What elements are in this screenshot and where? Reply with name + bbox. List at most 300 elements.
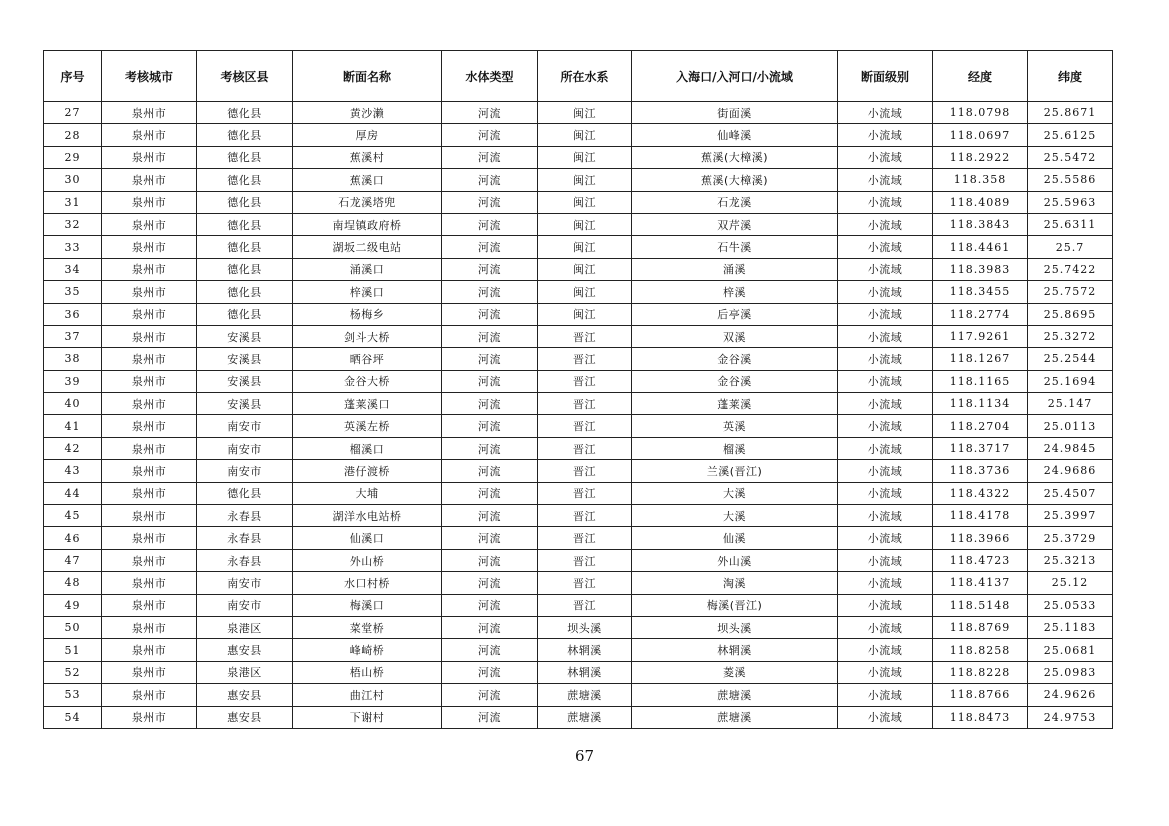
cell-city: 泉州市 [102, 124, 197, 146]
cell-water-type: 河流 [442, 348, 538, 370]
cell-section-name: 梓溪口 [293, 281, 442, 303]
cell-city: 泉州市 [102, 594, 197, 616]
cell-section-name: 港仔渡桥 [293, 460, 442, 482]
cell-index: 37 [44, 325, 102, 347]
cell-river-system: 晋江 [538, 415, 632, 437]
cell-section-level: 小流域 [838, 303, 933, 325]
cell-longitude: 118.1165 [933, 370, 1028, 392]
cell-longitude: 118.2922 [933, 146, 1028, 168]
cell-water-type: 河流 [442, 639, 538, 661]
table-row [44, 437, 1113, 459]
table-row [44, 482, 1113, 504]
cell-outlet-basin: 石牛溪 [632, 236, 838, 258]
cell-city: 泉州市 [102, 549, 197, 571]
cell-city: 泉州市 [102, 191, 197, 213]
cell-district: 永春县 [197, 505, 293, 527]
cell-outlet-basin: 后亭溪 [632, 303, 838, 325]
cell-section-level: 小流域 [838, 348, 933, 370]
cell-district: 安溪县 [197, 370, 293, 392]
cell-district: 德化县 [197, 191, 293, 213]
cell-latitude: 25.6311 [1028, 213, 1113, 235]
cell-river-system: 闽江 [538, 191, 632, 213]
cell-outlet-basin: 双芹溪 [632, 213, 838, 235]
cell-outlet-basin: 金谷溪 [632, 370, 838, 392]
cell-section-name: 石龙溪塔兜 [293, 191, 442, 213]
monitoring-sections-table [43, 50, 1113, 729]
cell-water-type: 河流 [442, 393, 538, 415]
cell-index: 35 [44, 281, 102, 303]
cell-section-name: 蕉溪村 [293, 146, 442, 168]
cell-river-system: 晋江 [538, 482, 632, 504]
page-number: 67 [574, 747, 595, 765]
cell-district: 安溪县 [197, 393, 293, 415]
cell-outlet-basin: 涌溪 [632, 258, 838, 280]
cell-river-system: 晋江 [538, 325, 632, 347]
cell-section-name: 湖坂二级电站 [293, 236, 442, 258]
cell-index: 33 [44, 236, 102, 258]
table-row [44, 572, 1113, 594]
cell-section-level: 小流域 [838, 169, 933, 191]
cell-water-type: 河流 [442, 102, 538, 124]
cell-outlet-basin: 梓溪 [632, 281, 838, 303]
cell-latitude: 25.0983 [1028, 661, 1113, 683]
cell-river-system: 晋江 [538, 572, 632, 594]
cell-latitude: 25.0113 [1028, 415, 1113, 437]
cell-water-type: 河流 [442, 124, 538, 146]
cell-section-name: 曲江村 [293, 684, 442, 706]
cell-district: 德化县 [197, 236, 293, 258]
cell-river-system: 晋江 [538, 527, 632, 549]
cell-water-type: 河流 [442, 169, 538, 191]
header-outlet-basin: 入海口/入河口/小流域 [632, 51, 838, 102]
cell-longitude: 118.4137 [933, 572, 1028, 594]
cell-latitude: 25.6125 [1028, 124, 1113, 146]
cell-city: 泉州市 [102, 370, 197, 392]
cell-district: 惠安县 [197, 684, 293, 706]
cell-river-system: 晋江 [538, 549, 632, 571]
cell-section-level: 小流域 [838, 124, 933, 146]
cell-latitude: 25.5472 [1028, 146, 1113, 168]
cell-outlet-basin: 蕉溪(大樟溪) [632, 169, 838, 191]
cell-city: 泉州市 [102, 572, 197, 594]
cell-water-type: 河流 [442, 594, 538, 616]
table-row [44, 549, 1113, 571]
cell-district: 南安市 [197, 594, 293, 616]
cell-latitude: 25.8695 [1028, 303, 1113, 325]
table-row [44, 594, 1113, 616]
cell-longitude: 118.3717 [933, 437, 1028, 459]
cell-longitude: 118.1267 [933, 348, 1028, 370]
cell-outlet-basin: 林辋溪 [632, 639, 838, 661]
cell-district: 南安市 [197, 460, 293, 482]
cell-district: 南安市 [197, 437, 293, 459]
cell-section-level: 小流域 [838, 415, 933, 437]
cell-section-name: 剑斗大桥 [293, 325, 442, 347]
cell-section-level: 小流域 [838, 527, 933, 549]
header-water-type: 水体类型 [442, 51, 538, 102]
table-row [44, 191, 1113, 213]
cell-district: 德化县 [197, 213, 293, 235]
cell-outlet-basin: 蕉溪(大樟溪) [632, 146, 838, 168]
cell-water-type: 河流 [442, 527, 538, 549]
cell-district: 德化县 [197, 124, 293, 146]
cell-city: 泉州市 [102, 213, 197, 235]
cell-city: 泉州市 [102, 415, 197, 437]
cell-river-system: 闽江 [538, 102, 632, 124]
cell-longitude: 118.4723 [933, 549, 1028, 571]
cell-section-name: 菜堂桥 [293, 616, 442, 638]
cell-section-name: 蓬莱溪口 [293, 393, 442, 415]
cell-water-type: 河流 [442, 661, 538, 683]
cell-latitude: 25.2544 [1028, 348, 1113, 370]
cell-water-type: 河流 [442, 213, 538, 235]
cell-water-type: 河流 [442, 415, 538, 437]
cell-outlet-basin: 菱溪 [632, 661, 838, 683]
cell-river-system: 晋江 [538, 393, 632, 415]
table-row [44, 460, 1113, 482]
cell-section-level: 小流域 [838, 661, 933, 683]
cell-river-system: 闽江 [538, 281, 632, 303]
cell-latitude: 25.8671 [1028, 102, 1113, 124]
cell-index: 36 [44, 303, 102, 325]
cell-section-name: 晒谷坪 [293, 348, 442, 370]
cell-outlet-basin: 外山溪 [632, 549, 838, 571]
cell-index: 34 [44, 258, 102, 280]
cell-longitude: 118.8766 [933, 684, 1028, 706]
cell-district: 永春县 [197, 527, 293, 549]
cell-water-type: 河流 [442, 505, 538, 527]
cell-index: 52 [44, 661, 102, 683]
table-row [44, 325, 1113, 347]
cell-longitude: 118.3736 [933, 460, 1028, 482]
cell-outlet-basin: 大溪 [632, 505, 838, 527]
cell-latitude: 25.0681 [1028, 639, 1113, 661]
cell-longitude: 118.358 [933, 169, 1028, 191]
table-row [44, 661, 1113, 683]
cell-outlet-basin: 大溪 [632, 482, 838, 504]
cell-index: 51 [44, 639, 102, 661]
cell-longitude: 118.0798 [933, 102, 1028, 124]
cell-district: 泉港区 [197, 616, 293, 638]
cell-longitude: 118.4178 [933, 505, 1028, 527]
cell-section-name: 峰崎桥 [293, 639, 442, 661]
cell-latitude: 24.9845 [1028, 437, 1113, 459]
cell-latitude: 25.3729 [1028, 527, 1113, 549]
cell-section-level: 小流域 [838, 258, 933, 280]
cell-section-name: 英溪左桥 [293, 415, 442, 437]
cell-city: 泉州市 [102, 437, 197, 459]
cell-section-name: 蕉溪口 [293, 169, 442, 191]
cell-district: 安溪县 [197, 325, 293, 347]
cell-district: 安溪县 [197, 348, 293, 370]
header-river-system: 所在水系 [538, 51, 632, 102]
cell-section-level: 小流域 [838, 460, 933, 482]
cell-section-name: 涌溪口 [293, 258, 442, 280]
cell-river-system: 蔗塘溪 [538, 706, 632, 728]
cell-district: 德化县 [197, 146, 293, 168]
cell-outlet-basin: 蔗塘溪 [632, 684, 838, 706]
cell-outlet-basin: 仙溪 [632, 527, 838, 549]
cell-water-type: 河流 [442, 236, 538, 258]
cell-section-name: 厚房 [293, 124, 442, 146]
cell-index: 49 [44, 594, 102, 616]
cell-district: 南安市 [197, 415, 293, 437]
cell-outlet-basin: 梅溪(晋江) [632, 594, 838, 616]
cell-section-level: 小流域 [838, 706, 933, 728]
table-row [44, 505, 1113, 527]
cell-city: 泉州市 [102, 706, 197, 728]
table-row [44, 616, 1113, 638]
cell-river-system: 晋江 [538, 505, 632, 527]
cell-outlet-basin: 榴溪 [632, 437, 838, 459]
cell-latitude: 25.4507 [1028, 482, 1113, 504]
cell-district: 南安市 [197, 572, 293, 594]
cell-section-name: 梅溪口 [293, 594, 442, 616]
cell-city: 泉州市 [102, 258, 197, 280]
cell-city: 泉州市 [102, 303, 197, 325]
table-row [44, 124, 1113, 146]
header-city: 考核城市 [102, 51, 197, 102]
table-row [44, 169, 1113, 191]
cell-section-level: 小流域 [838, 639, 933, 661]
cell-water-type: 河流 [442, 572, 538, 594]
cell-longitude: 118.2774 [933, 303, 1028, 325]
cell-latitude: 25.3272 [1028, 325, 1113, 347]
cell-longitude: 118.8258 [933, 639, 1028, 661]
cell-city: 泉州市 [102, 393, 197, 415]
cell-water-type: 河流 [442, 616, 538, 638]
cell-latitude: 25.5586 [1028, 169, 1113, 191]
cell-outlet-basin: 街面溪 [632, 102, 838, 124]
cell-outlet-basin: 石龙溪 [632, 191, 838, 213]
cell-district: 惠安县 [197, 706, 293, 728]
cell-district: 德化县 [197, 482, 293, 504]
table-row [44, 213, 1113, 235]
table-row [44, 370, 1113, 392]
cell-index: 38 [44, 348, 102, 370]
cell-latitude: 25.3997 [1028, 505, 1113, 527]
cell-section-level: 小流域 [838, 616, 933, 638]
cell-outlet-basin: 仙峰溪 [632, 124, 838, 146]
cell-river-system: 晋江 [538, 370, 632, 392]
cell-outlet-basin: 坝头溪 [632, 616, 838, 638]
table-row [44, 102, 1113, 124]
cell-section-level: 小流域 [838, 102, 933, 124]
cell-section-level: 小流域 [838, 236, 933, 258]
cell-river-system: 晋江 [538, 594, 632, 616]
cell-longitude: 118.4089 [933, 191, 1028, 213]
table-row [44, 415, 1113, 437]
cell-city: 泉州市 [102, 684, 197, 706]
cell-district: 德化县 [197, 281, 293, 303]
cell-district: 永春县 [197, 549, 293, 571]
cell-water-type: 河流 [442, 482, 538, 504]
cell-index: 39 [44, 370, 102, 392]
header-latitude: 纬度 [1028, 51, 1113, 102]
cell-section-name: 仙溪口 [293, 527, 442, 549]
table-row [44, 639, 1113, 661]
cell-city: 泉州市 [102, 505, 197, 527]
cell-river-system: 闽江 [538, 303, 632, 325]
cell-river-system: 闽江 [538, 169, 632, 191]
cell-section-level: 小流域 [838, 505, 933, 527]
cell-longitude: 118.3843 [933, 213, 1028, 235]
header-index: 序号 [44, 51, 102, 102]
cell-longitude: 118.8228 [933, 661, 1028, 683]
table-row [44, 236, 1113, 258]
cell-city: 泉州市 [102, 460, 197, 482]
table-row [44, 684, 1113, 706]
cell-outlet-basin: 英溪 [632, 415, 838, 437]
table-row [44, 281, 1113, 303]
cell-index: 44 [44, 482, 102, 504]
cell-index: 43 [44, 460, 102, 482]
header-longitude: 经度 [933, 51, 1028, 102]
cell-section-level: 小流域 [838, 572, 933, 594]
cell-index: 54 [44, 706, 102, 728]
cell-city: 泉州市 [102, 281, 197, 303]
cell-latitude: 25.0533 [1028, 594, 1113, 616]
cell-city: 泉州市 [102, 616, 197, 638]
cell-longitude: 118.8473 [933, 706, 1028, 728]
cell-latitude: 25.7422 [1028, 258, 1113, 280]
header-section-name: 断面名称 [293, 51, 442, 102]
cell-section-name: 下谢村 [293, 706, 442, 728]
cell-latitude: 25.5963 [1028, 191, 1113, 213]
cell-index: 42 [44, 437, 102, 459]
cell-index: 31 [44, 191, 102, 213]
cell-longitude: 118.2704 [933, 415, 1028, 437]
header-district: 考核区县 [197, 51, 293, 102]
cell-outlet-basin: 兰溪(晋江) [632, 460, 838, 482]
cell-longitude: 117.9261 [933, 325, 1028, 347]
cell-index: 48 [44, 572, 102, 594]
cell-latitude: 24.9686 [1028, 460, 1113, 482]
cell-district: 德化县 [197, 169, 293, 191]
cell-section-level: 小流域 [838, 594, 933, 616]
cell-section-name: 大埔 [293, 482, 442, 504]
cell-index: 40 [44, 393, 102, 415]
table-row [44, 706, 1113, 728]
cell-outlet-basin: 双溪 [632, 325, 838, 347]
cell-longitude: 118.8769 [933, 616, 1028, 638]
cell-longitude: 118.3966 [933, 527, 1028, 549]
table-header-row [44, 51, 1113, 102]
cell-latitude: 24.9753 [1028, 706, 1113, 728]
cell-section-level: 小流域 [838, 549, 933, 571]
cell-district: 德化县 [197, 303, 293, 325]
cell-district: 德化县 [197, 258, 293, 280]
cell-latitude: 25.1694 [1028, 370, 1113, 392]
cell-section-name: 榴溪口 [293, 437, 442, 459]
cell-section-level: 小流域 [838, 370, 933, 392]
cell-water-type: 河流 [442, 437, 538, 459]
cell-district: 泉港区 [197, 661, 293, 683]
cell-city: 泉州市 [102, 527, 197, 549]
cell-longitude: 118.0697 [933, 124, 1028, 146]
cell-outlet-basin: 金谷溪 [632, 348, 838, 370]
table-row [44, 146, 1113, 168]
header-section-level: 断面级别 [838, 51, 933, 102]
cell-outlet-basin: 蓬莱溪 [632, 393, 838, 415]
cell-city: 泉州市 [102, 661, 197, 683]
cell-index: 53 [44, 684, 102, 706]
cell-outlet-basin: 蔗塘溪 [632, 706, 838, 728]
cell-latitude: 25.147 [1028, 393, 1113, 415]
table-row [44, 303, 1113, 325]
cell-section-level: 小流域 [838, 325, 933, 347]
cell-city: 泉州市 [102, 482, 197, 504]
cell-river-system: 闽江 [538, 213, 632, 235]
cell-section-level: 小流域 [838, 213, 933, 235]
cell-section-name: 杨梅乡 [293, 303, 442, 325]
cell-latitude: 25.7572 [1028, 281, 1113, 303]
cell-section-name: 梧山桥 [293, 661, 442, 683]
cell-section-name: 水口村桥 [293, 572, 442, 594]
cell-water-type: 河流 [442, 146, 538, 168]
cell-longitude: 118.5148 [933, 594, 1028, 616]
cell-city: 泉州市 [102, 169, 197, 191]
table-row [44, 258, 1113, 280]
cell-index: 29 [44, 146, 102, 168]
cell-water-type: 河流 [442, 370, 538, 392]
cell-city: 泉州市 [102, 146, 197, 168]
cell-index: 47 [44, 549, 102, 571]
cell-river-system: 闽江 [538, 258, 632, 280]
cell-section-name: 南埕镇政府桥 [293, 213, 442, 235]
cell-latitude: 24.9626 [1028, 684, 1113, 706]
cell-river-system: 晋江 [538, 348, 632, 370]
cell-latitude: 25.7 [1028, 236, 1113, 258]
cell-city: 泉州市 [102, 639, 197, 661]
cell-river-system: 林辋溪 [538, 661, 632, 683]
table-row [44, 348, 1113, 370]
table-row [44, 527, 1113, 549]
cell-water-type: 河流 [442, 281, 538, 303]
cell-section-level: 小流域 [838, 146, 933, 168]
cell-river-system: 晋江 [538, 437, 632, 459]
cell-district: 惠安县 [197, 639, 293, 661]
cell-longitude: 118.4461 [933, 236, 1028, 258]
cell-river-system: 坝头溪 [538, 616, 632, 638]
cell-water-type: 河流 [442, 460, 538, 482]
cell-river-system: 晋江 [538, 460, 632, 482]
cell-longitude: 118.3455 [933, 281, 1028, 303]
cell-water-type: 河流 [442, 258, 538, 280]
cell-index: 45 [44, 505, 102, 527]
cell-river-system: 林辋溪 [538, 639, 632, 661]
cell-index: 32 [44, 213, 102, 235]
cell-section-name: 黄沙濑 [293, 102, 442, 124]
cell-city: 泉州市 [102, 348, 197, 370]
cell-city: 泉州市 [102, 102, 197, 124]
cell-section-name: 湖洋水电站桥 [293, 505, 442, 527]
cell-river-system: 闽江 [538, 146, 632, 168]
cell-index: 41 [44, 415, 102, 437]
cell-index: 46 [44, 527, 102, 549]
cell-section-level: 小流域 [838, 482, 933, 504]
cell-longitude: 118.1134 [933, 393, 1028, 415]
cell-water-type: 河流 [442, 325, 538, 347]
cell-index: 50 [44, 616, 102, 638]
cell-water-type: 河流 [442, 549, 538, 571]
cell-index: 30 [44, 169, 102, 191]
cell-section-level: 小流域 [838, 437, 933, 459]
cell-section-level: 小流域 [838, 684, 933, 706]
cell-district: 德化县 [197, 102, 293, 124]
cell-latitude: 25.1183 [1028, 616, 1113, 638]
cell-water-type: 河流 [442, 706, 538, 728]
